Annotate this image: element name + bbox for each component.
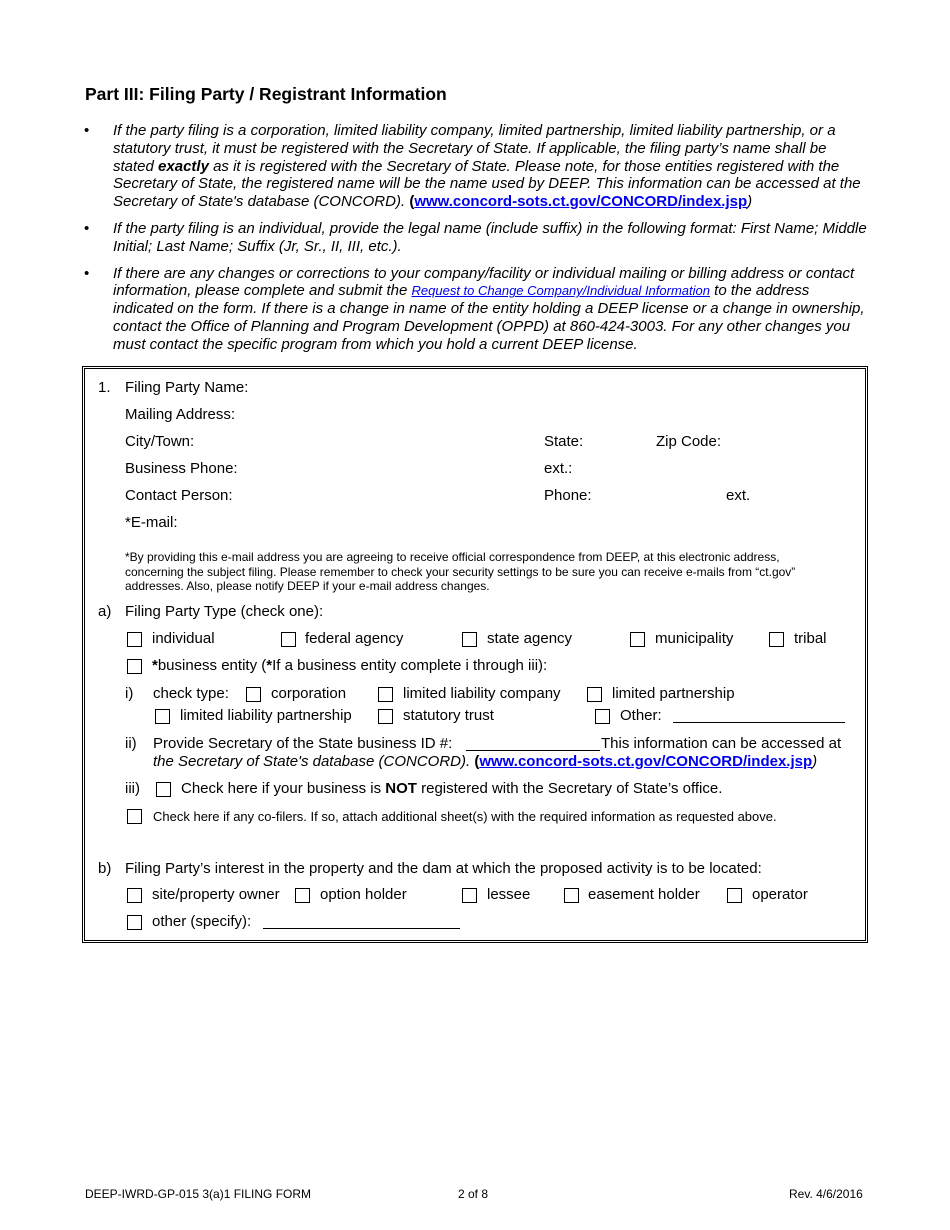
- filing-party-name-label: Filing Party Name:: [125, 379, 249, 396]
- bullet-icon: •: [84, 122, 90, 139]
- item-number: 1.: [98, 379, 111, 396]
- municipality-label: municipality: [655, 630, 734, 647]
- business-phone-label: Business Phone:: [125, 460, 238, 477]
- tribal-label: tribal: [794, 630, 827, 647]
- email-label: *E-mail:: [125, 514, 178, 531]
- other-interest-field[interactable]: [263, 928, 460, 929]
- option-holder-checkbox[interactable]: [295, 888, 310, 903]
- subitem-iii-label: iii): [125, 780, 140, 797]
- operator-label: operator: [752, 886, 808, 903]
- llc-checkbox[interactable]: [378, 687, 393, 702]
- instruction-text: If there are any changes or corrections to your company/facility or individual mailing or billing address or contact information, please complete and submit the: [113, 264, 855, 300]
- other-interest-checkbox[interactable]: [127, 915, 142, 930]
- paren-open: (: [409, 193, 415, 211]
- cofilers-checkbox[interactable]: [127, 809, 142, 824]
- not-registered-label: Check here if your business is NOT registered with the Secretary of State’s office.: [181, 780, 723, 797]
- lp-checkbox[interactable]: [587, 687, 602, 702]
- instructions-list: [84, 122, 870, 363]
- individual-label: individual: [152, 630, 215, 647]
- corporation-label: corporation: [271, 685, 347, 702]
- state-agency-checkbox[interactable]: [462, 632, 477, 647]
- llp-label: limited liability partnership: [180, 707, 352, 724]
- city-town-label: City/Town:: [125, 433, 195, 450]
- cofilers-label: Check here if any co-filers. If so, attach additional sheet(s) with the required information as requested above.: [153, 809, 777, 824]
- individual-checkbox[interactable]: [127, 632, 142, 647]
- statutory-trust-label: statutory trust: [403, 707, 494, 724]
- business-entity-label: *business entity (*If a business entity complete i through iii):: [152, 657, 548, 674]
- concord-link-2[interactable]: www.concord-sots.ct.gov/CONCORD/index.jsp: [479, 753, 813, 770]
- easement-holder-label: easement holder: [588, 886, 700, 903]
- operator-checkbox[interactable]: [727, 888, 742, 903]
- lessee-checkbox[interactable]: [462, 888, 477, 903]
- instruction-text: If the party filing is a corporation, limited liability company, limited partnership, limited liability partnership, or a statutory trust, it must be registered with the Secretary of State. If applicable, the filing party’s name shall be stated: [113, 122, 836, 175]
- option-holder-label: option holder: [320, 886, 407, 903]
- change-info-link[interactable]: Request to Change Company/Individual Information: [411, 283, 710, 299]
- instruction-text: to the address indicated on the form. If there is a change in name of the entity holding a DEEP license or a change in ownership, contact the Office of Planning and Program Development (OPPD) at 860-424-3003. For any other changes you must contact the specific program from which you hold a current DEEP license.: [113, 282, 865, 353]
- site-owner-checkbox[interactable]: [127, 888, 142, 903]
- instruction-item: [84, 220, 870, 256]
- other-interest-label: other (specify):: [152, 913, 252, 930]
- business-id-label: Provide Secretary of the State business ID #:: [153, 735, 453, 752]
- section-a-label: a): [98, 603, 112, 620]
- section-b-label: b): [98, 860, 112, 877]
- form-id: DEEP-IWRD-GP-015 3(a)1 FILING FORM: [85, 1187, 312, 1201]
- interest-title: Filing Party’s interest in the property and the dam at which the proposed activity is to be located:: [125, 860, 762, 877]
- instruction-item: [84, 122, 870, 211]
- mailing-address-label: Mailing Address:: [125, 406, 236, 423]
- subitem-ii-label: ii): [125, 735, 137, 752]
- filing-party-type-title: Filing Party Type (check one):: [125, 603, 324, 620]
- corporation-checkbox[interactable]: [246, 687, 261, 702]
- bullet-icon: •: [84, 264, 90, 282]
- federal-agency-checkbox[interactable]: [281, 632, 296, 647]
- lp-label: limited partnership: [612, 685, 735, 702]
- concord-link[interactable]: www.concord-sots.ct.gov/CONCORD/index.jsp: [414, 193, 748, 211]
- instruction-text: If the party filing is an individual, provide the legal name (include suffix) in the following format: First Name; Middle Initial; Last Name; Suffix (Jr, Sr., II, III, etc.).: [113, 219, 867, 255]
- bullet-icon: •: [84, 219, 90, 237]
- other-type-field[interactable]: [673, 722, 845, 723]
- filing-party-form: [82, 366, 868, 943]
- paren-close: ): [747, 193, 753, 211]
- zip-code-label: Zip Code:: [656, 433, 722, 450]
- check-type-label: check type:: [153, 685, 229, 702]
- not-registered-checkbox[interactable]: [156, 782, 171, 797]
- statutory-trust-checkbox[interactable]: [378, 709, 393, 724]
- llc-label: limited liability company: [403, 685, 561, 702]
- instruction-item: [84, 265, 870, 354]
- site-owner-label: site/property owner: [152, 886, 280, 903]
- municipality-checkbox[interactable]: [630, 632, 645, 647]
- page-number: 2 of 8: [458, 1187, 489, 1201]
- instruction-text: as it is registered with the Secretary of State. Please note, for those entities registered with the Secretary of State, the registered name will be the name used by DEEP. This information can be accessed at the Secretary of State's database (CONCORD).: [113, 157, 861, 211]
- section-heading: Part III: Filing Party / Registrant Information: [85, 84, 447, 104]
- contact-person-label: Contact Person:: [125, 487, 233, 504]
- federal-agency-label: federal agency: [305, 630, 404, 647]
- instruction-emphasis: exactly: [158, 157, 209, 175]
- revision-date: Rev. 4/6/2016: [789, 1187, 863, 1201]
- business-ext-label: ext.:: [544, 460, 573, 477]
- business-id-note: This information can be accessed at: [601, 735, 842, 752]
- business-id-field[interactable]: [466, 750, 600, 751]
- business-entity-checkbox[interactable]: [127, 659, 142, 674]
- state-label: State:: [544, 433, 584, 450]
- phone-label: Phone:: [544, 487, 592, 504]
- business-id-note-2: the Secretary of State's database (CONCORD). (www.concord-sots.ct.gov/CONCORD/index.jsp): [153, 753, 818, 770]
- easement-holder-checkbox[interactable]: [564, 888, 579, 903]
- tribal-checkbox[interactable]: [769, 632, 784, 647]
- email-note: *By providing this e-mail address you are agreeing to receive official correspondence from DEEP, at this electronic address, concerning the subject filing. Please remember to check your security settings to be sure you can receive e-mails from “ct.gov” addresses. Also, please notify DEEP if your e-mail address changes.: [125, 550, 796, 593]
- state-agency-label: state agency: [487, 630, 573, 647]
- contact-ext-label: ext.: [726, 487, 751, 504]
- other-type-label: Other:: [620, 707, 662, 724]
- lessee-label: lessee: [487, 886, 531, 903]
- llp-checkbox[interactable]: [155, 709, 170, 724]
- other-type-checkbox[interactable]: [595, 709, 610, 724]
- subitem-i-label: i): [125, 685, 134, 702]
